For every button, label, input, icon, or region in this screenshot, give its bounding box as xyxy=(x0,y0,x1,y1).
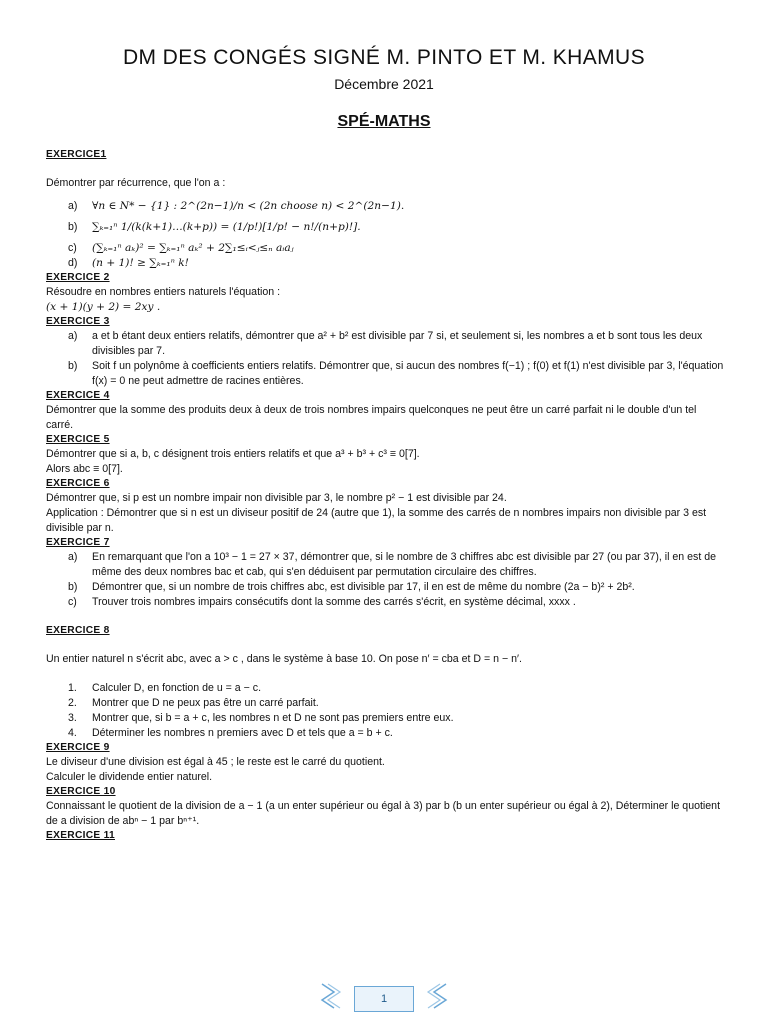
exercise-1-heading: EXERCICE1 xyxy=(46,149,107,160)
exercise-8-item-2: 2. Montrer que D ne peux pas être un carré parfait. xyxy=(68,697,319,709)
exercise-7-heading: EXERCICE 7 xyxy=(46,537,110,548)
exercise-6-line-1: Démontrer que, si p est un nombre impair non divisible par 3, le nombre p² − 1 est divisible par 24. xyxy=(46,492,507,504)
document-body xyxy=(46,148,726,843)
exercise-11-heading: EXERCICE 11 xyxy=(46,830,115,841)
exercise-7-item-a: a) En remarquant que l'on a 10³ − 1 = 27 × 37, démontrer que, si le nombre de 3 chiffres abc est divisible par 27 (ou par 37), il en est de même des deux nombres bac et cab, qui s'en déduisent par permutation circulaire des chiffres. xyxy=(68,551,716,578)
exercise-8-item-1: 1. Calculer D, en fonction de u = a − c. xyxy=(68,682,262,694)
exercise-5-line-2: Alors abc ≡ 0[7]. xyxy=(46,463,123,475)
exercise-1-item-a: a) ∀n ∈ N* − {1} : 2^(2n−1)/n < (2n choose n) < 2^(2n−1). xyxy=(68,200,405,212)
exercise-3-item-b: b) Soit f un polynôme à coefficients entiers relatifs. Démontrer que, si aucun des nombres f(−1) ; f(0) et f(1) n'est divisible par 3, l'équation f(x) = 0 ne peut admettre de racines entières. xyxy=(68,360,724,387)
exercise-7-item-c: c) Trouver trois nombres impairs consécutifs dont la somme des carrés s'écrit, en système décimal, xxxx . xyxy=(68,596,576,608)
exercise-10-text: Connaissant le quotient de la division de a − 1 (a un enter supérieur ou égal à 3) par b (b un enter supérieur ou égal à 2), Déterminer le quotient de a division de abⁿ − 1 par bⁿ⁺¹. xyxy=(46,800,721,827)
exercise-5-heading: EXERCICE 5 xyxy=(46,434,110,445)
exercise-9-line-2: Calculer le dividende entier naturel. xyxy=(46,771,213,783)
exercise-1-item-d: d) (n + 1)! ≥ ∑ₖ₌₁ⁿ k! xyxy=(68,257,189,269)
page-number: 1 xyxy=(354,986,414,1012)
document-title: DM DES CONGÉS SIGNÉ M. PINTO ET M. KHAMUS xyxy=(122,46,646,69)
exercise-1-intro: Démontrer par récurrence, que l'on a : xyxy=(46,177,226,189)
exercise-2-line-1: Résoudre en nombres entiers naturels l'équation : xyxy=(46,286,281,298)
exercise-5-line-1: Démontrer que si a, b, c désignent trois entiers relatifs et que a³ + b³ + c³ ≡ 0[7]. xyxy=(46,448,420,460)
exercise-8-heading: EXERCICE 8 xyxy=(46,625,110,636)
document-date: Décembre 2021 xyxy=(334,76,434,92)
exercise-8-item-3: 3. Montrer que, si b = a + c, les nombres n et D ne sont pas premiers entre eux. xyxy=(68,712,454,724)
exercise-8-intro: Un entier naturel n s'écrit abc, avec a > c , dans le système à base 10. On pose n′ = cba et D = n − n′. xyxy=(46,653,522,665)
exercise-1-item-c: c) (∑ₖ₌₁ⁿ aₖ)² = ∑ₖ₌₁ⁿ aₖ² + 2∑₁≤ᵢ<ⱼ≤ₙ aᵢaⱼ xyxy=(68,242,294,254)
exercise-3-heading: EXERCICE 3 xyxy=(46,316,110,327)
document-subject: SPÉ-MATHS xyxy=(337,113,431,130)
exercise-7-item-b: b) Démontrer que, si un nombre de trois chiffres abc, est divisible par 17, il en est de même du nombre (2a − b)² + 2b². xyxy=(68,581,635,593)
exercise-6-application: Application : Démontrer que si n est un diviseur positif de 24 (autre que 1), la somme des carrés de n nombres impairs non divisible par 3 est divisible par n. xyxy=(46,507,707,534)
exercise-9-heading: EXERCICE 9 xyxy=(46,742,110,753)
page-number-footer xyxy=(320,980,448,1016)
exercise-10-heading: EXERCICE 10 xyxy=(46,786,116,797)
exercise-2-equation: (x + 1)(y + 2) = 2xy . xyxy=(46,301,161,313)
exercise-9-line-1: Le diviseur d'une division est égal à 45 ; le reste est le carré du quotient. xyxy=(46,756,385,768)
exercise-4-text: Démontrer que la somme des produits deux à deux de trois nombres impairs quelconques ne peut être un carré parfait ni le double d'un tel carré. xyxy=(46,404,697,431)
exercise-6-heading: EXERCICE 6 xyxy=(46,478,110,489)
exercise-2-heading: EXERCICE 2 xyxy=(46,272,110,283)
exercise-1-item-b: b) ∑ₖ₌₁ⁿ 1/(k(k+1)…(k+p)) = (1/p!)[1/p! − n!/(n+p)!]. xyxy=(68,221,361,233)
exercise-4-heading: EXERCICE 4 xyxy=(46,390,110,401)
exercise-3-item-a: a) a et b étant deux entiers relatifs, démontrer que a² + b² est divisible par 7 si, et seulement si, les nombres a et b sont tous les deux divisibles par 7. xyxy=(68,330,703,357)
exercise-8-item-4: 4. Déterminer les nombres n premiers avec D et tels que a = b + c. xyxy=(68,727,393,739)
